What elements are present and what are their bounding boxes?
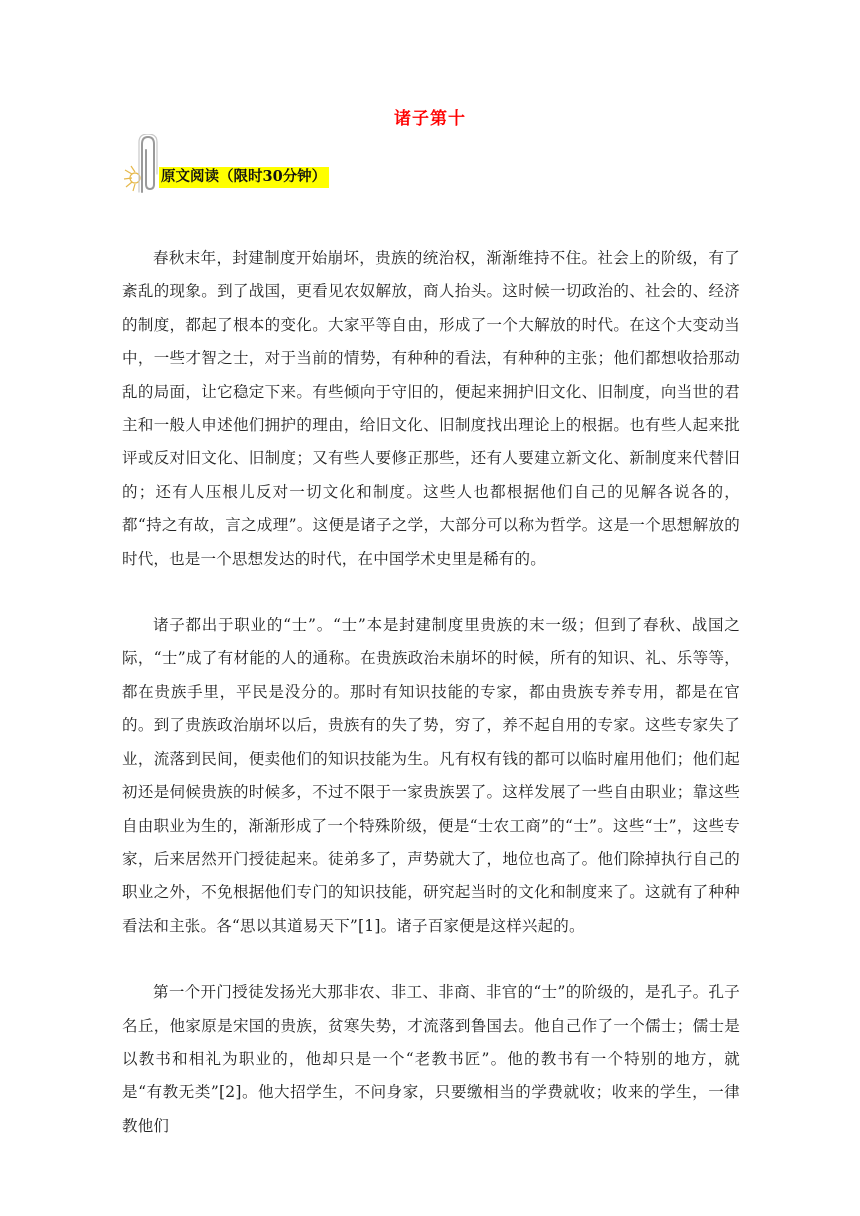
article-body [122, 242, 740, 1143]
section-label: 原文阅读（限时30分钟） [159, 167, 329, 188]
page-title: 诸子第十 [394, 109, 466, 129]
paragraph: 诸子都出于职业的“士”。“士”本是封建制度里贵族的末一级；但到了春秋、战国之际，“士”成了有材能的人的通称。在贵族政治未崩坏的时候，所有的知识、礼、乐等等，都在贵族手里，平民是没分的。那时有知识技能的专家，都由贵族专养专用，都是在官的。到了贵族政治崩坏以后，贵族有的失了势，穷了，养不起自用的专家。这些专家失了业，流落到民间，便卖他们的知识技能为生。凡有权有钱的都可以临时雇用他们；他们起初还是伺候贵族的时候多，不过不限于一家贵族罢了。这样发展了一些自由职业；靠这些自由职业为生的，渐渐形成了一个特殊阶级，便是“士农工商”的“士”。这些“士”，这些专家，后来居然开门授徒起来。徒弟多了，声势就大了，地位也高了。他们除掉执行自己的职业之外，不免根据他们专门的知识技能，研究起当时的文化和制度来了。这就有了种种看法和主张。各“思以其道易天下”[1]。诸子百家便是这样兴起的。 [122, 616, 740, 935]
paragraph: 第一个开门授徒发扬光大那非农、非工、非商、非官的“士”的阶级的，是孔子。孔子名丘，他家原是宋国的贵族，贫寒失势，才流落到鲁国去。他自己作了一个儒士；儒士是以教书和相礼为职业的，他却只是一个“老教书匠”。他的教书有一个特别的地方，就是“有教无类”[2]。他大招学生，不问身家，只要缴相当的学费就收；收来的学生，一律教他们 [122, 983, 740, 1135]
section-header [122, 158, 332, 194]
paragraph: 春秋末年，封建制度开始崩坏，贵族的统治权，渐渐维持不住。社会上的阶级，有了紊乱的现象。到了战国，更看见农奴解放，商人抬头。这时候一切政治的、社会的、经济的制度，都起了根本的变化。大家平等自由，形成了一个大解放的时代。在这个大变动当中，一些才智之士，对于当前的情势，有种种的看法，有种种的主张；他们都想收拾那动乱的局面，让它稳定下来。有些倾向于守旧的，便起来拥护旧文化、旧制度，向当世的君主和一般人申述他们拥护的理由，给旧文化、旧制度找出理论上的根据。也有些人起来批评或反对旧文化、旧制度；又有些人要修正那些，还有人要建立新文化、新制度来代替旧的；还有人压根儿反对一切文化和制度。这些人也都根据他们自己的见解各说各的，都“持之有故，言之成理”。这便是诸子之学，大部分可以称为哲学。这是一个思想解放的时代，也是一个思想发达的时代，在中国学术史里是稀有的。 [122, 249, 740, 568]
paperclip-icon [122, 134, 162, 196]
